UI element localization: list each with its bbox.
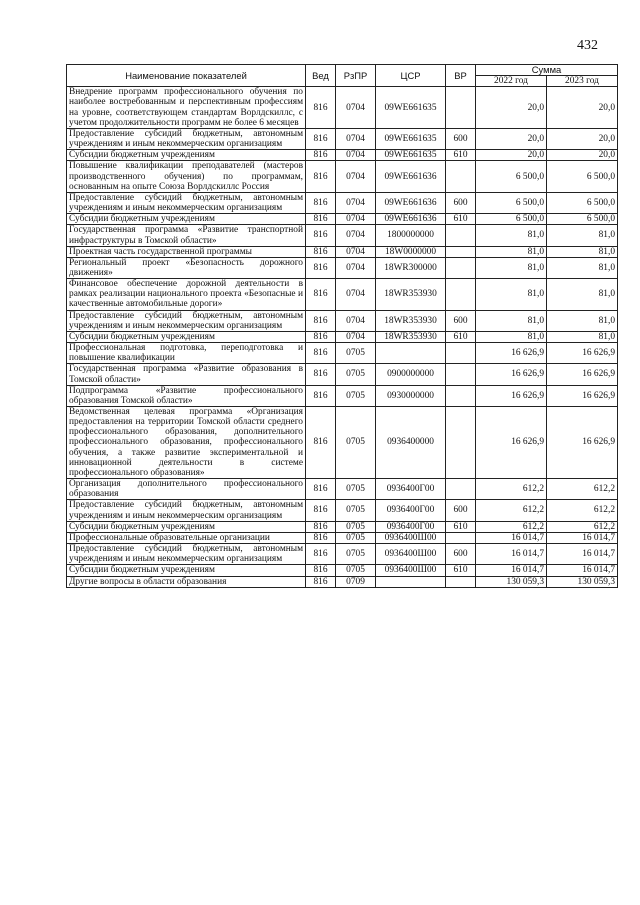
cell-rzpr: 0704 <box>336 150 376 161</box>
cell-csr: 0936400Г00 <box>376 521 446 532</box>
table-row <box>67 343 618 364</box>
table-row <box>67 246 618 257</box>
cell-rzpr: 0709 <box>336 576 376 587</box>
header-2023: 2023 год <box>547 76 618 87</box>
cell-2023: 612,2 <box>547 479 618 500</box>
cell-2023: 20,0 <box>547 128 618 149</box>
cell-rzpr: 0705 <box>336 385 376 406</box>
cell-rzpr: 0704 <box>336 161 376 192</box>
cell-csr: 0936400Г00 <box>376 479 446 500</box>
cell-vr: 600 <box>446 544 476 565</box>
cell-vr <box>446 246 476 257</box>
cell-csr: 0936400Г00 <box>376 500 446 521</box>
table-row <box>67 279 618 310</box>
cell-2022: 81,0 <box>476 225 547 246</box>
cell-2023: 16 014,7 <box>547 565 618 576</box>
cell-name: Субсидии бюджетным учреждениям <box>67 150 306 161</box>
cell-2022: 612,2 <box>476 500 547 521</box>
cell-csr: 09WE661636 <box>376 192 446 213</box>
cell-rzpr: 0705 <box>336 544 376 565</box>
cell-vr <box>446 576 476 587</box>
cell-rzpr: 0705 <box>336 343 376 364</box>
cell-rzpr: 0705 <box>336 500 376 521</box>
cell-csr: 18WR353930 <box>376 331 446 342</box>
cell-vr <box>446 407 476 479</box>
cell-rzpr: 0705 <box>336 532 376 543</box>
cell-rzpr: 0704 <box>336 87 376 129</box>
cell-vr <box>446 364 476 385</box>
cell-csr: 0930000000 <box>376 385 446 406</box>
table-row <box>67 500 618 521</box>
cell-ved: 816 <box>306 331 336 342</box>
cell-2023: 16 626,9 <box>547 385 618 406</box>
cell-rzpr: 0705 <box>336 364 376 385</box>
cell-csr: 09WE661636 <box>376 161 446 192</box>
cell-ved: 816 <box>306 87 336 129</box>
table-row <box>67 192 618 213</box>
cell-2023: 81,0 <box>547 331 618 342</box>
cell-vr <box>446 279 476 310</box>
cell-name: Субсидии бюджетным учреждениям <box>67 331 306 342</box>
cell-ved: 816 <box>306 500 336 521</box>
cell-csr <box>376 343 446 364</box>
cell-csr: 0936400000 <box>376 407 446 479</box>
cell-2023: 81,0 <box>547 257 618 278</box>
table-row <box>67 150 618 161</box>
cell-ved: 816 <box>306 364 336 385</box>
cell-vr <box>446 343 476 364</box>
cell-ved: 816 <box>306 565 336 576</box>
cell-csr: 09WE661635 <box>376 128 446 149</box>
cell-2023: 6 500,0 <box>547 214 618 225</box>
cell-csr: 09WE661636 <box>376 214 446 225</box>
cell-rzpr: 0705 <box>336 479 376 500</box>
cell-ved: 816 <box>306 310 336 331</box>
cell-vr: 600 <box>446 310 476 331</box>
cell-2022: 16 626,9 <box>476 364 547 385</box>
table-row <box>67 214 618 225</box>
cell-csr: 09WE661635 <box>376 150 446 161</box>
table-row <box>67 161 618 192</box>
cell-2023: 20,0 <box>547 150 618 161</box>
cell-2023: 16 626,9 <box>547 407 618 479</box>
header-2022: 2022 год <box>476 76 547 87</box>
cell-rzpr: 0705 <box>336 521 376 532</box>
cell-name: Предоставление субсидий бюджетным, автономным учреждениям и иным некоммерческим организациям <box>67 128 306 149</box>
cell-2022: 16 014,7 <box>476 565 547 576</box>
cell-2022: 16 014,7 <box>476 544 547 565</box>
cell-vr <box>446 479 476 500</box>
cell-rzpr: 0704 <box>336 246 376 257</box>
table-row <box>67 364 618 385</box>
cell-2022: 6 500,0 <box>476 192 547 213</box>
cell-ved: 816 <box>306 279 336 310</box>
cell-rzpr: 0704 <box>336 257 376 278</box>
cell-vr: 610 <box>446 565 476 576</box>
cell-name: Предоставление субсидий бюджетным, автономным учреждениям и иным некоммерческим организациям <box>67 544 306 565</box>
header-sum: Сумма <box>476 65 618 76</box>
cell-name: Региональный проект «Безопасность дорожного движения» <box>67 257 306 278</box>
cell-2023: 20,0 <box>547 87 618 129</box>
cell-2022: 16 626,9 <box>476 343 547 364</box>
cell-csr: 18WR300000 <box>376 257 446 278</box>
cell-2022: 81,0 <box>476 279 547 310</box>
cell-2023: 16 014,7 <box>547 532 618 543</box>
cell-rzpr: 0704 <box>336 225 376 246</box>
cell-rzpr: 0705 <box>336 565 376 576</box>
cell-name: Субсидии бюджетным учреждениям <box>67 521 306 532</box>
cell-rzpr: 0704 <box>336 128 376 149</box>
cell-name: Другие вопросы в области образования <box>67 576 306 587</box>
table-row <box>67 87 618 129</box>
cell-ved: 816 <box>306 257 336 278</box>
cell-name: Государственная программа «Развитие транспортной инфраструктуры в Томской области» <box>67 225 306 246</box>
cell-ved: 816 <box>306 532 336 543</box>
cell-2022: 612,2 <box>476 521 547 532</box>
cell-2022: 20,0 <box>476 87 547 129</box>
cell-2022: 130 059,3 <box>476 576 547 587</box>
cell-vr <box>446 385 476 406</box>
cell-2022: 6 500,0 <box>476 161 547 192</box>
cell-2022: 20,0 <box>476 150 547 161</box>
cell-vr: 610 <box>446 214 476 225</box>
cell-csr: 0936400Ш00 <box>376 565 446 576</box>
cell-vr: 610 <box>446 521 476 532</box>
header-ved: Вед <box>306 65 336 87</box>
table-row <box>67 565 618 576</box>
cell-2023: 16 014,7 <box>547 544 618 565</box>
cell-2023: 16 626,9 <box>547 364 618 385</box>
cell-2022: 16 626,9 <box>476 407 547 479</box>
cell-vr <box>446 225 476 246</box>
table-row <box>67 128 618 149</box>
cell-name: Профессиональная подготовка, переподготовка и повышение квалификации <box>67 343 306 364</box>
cell-vr <box>446 87 476 129</box>
cell-name: Проектная часть государственной программы <box>67 246 306 257</box>
cell-2022: 81,0 <box>476 310 547 331</box>
cell-name: Ведомственная целевая программа «Организация предоставления на территории Томской области среднего профессионального образования, дополнительного профессионального образования, профессионального обучения, а также развитие экспериментальной и инновационной деятельности в системе профессионального образования» <box>67 407 306 479</box>
budget-table <box>66 64 618 588</box>
cell-2023: 81,0 <box>547 279 618 310</box>
cell-vr: 600 <box>446 500 476 521</box>
page-number: 432 <box>577 38 598 53</box>
header-name: Наименование показателей <box>67 65 306 87</box>
cell-ved: 816 <box>306 246 336 257</box>
cell-2023: 612,2 <box>547 500 618 521</box>
cell-csr: 0900000000 <box>376 364 446 385</box>
cell-2022: 6 500,0 <box>476 214 547 225</box>
cell-ved: 816 <box>306 521 336 532</box>
cell-vr: 600 <box>446 128 476 149</box>
cell-csr: 0936400Ш00 <box>376 532 446 543</box>
cell-csr: 18WR353930 <box>376 279 446 310</box>
cell-name: Государственная программа «Развитие образования в Томской области» <box>67 364 306 385</box>
header-csr: ЦСР <box>376 65 446 87</box>
table-row <box>67 407 618 479</box>
table-row <box>67 521 618 532</box>
cell-ved: 816 <box>306 214 336 225</box>
cell-vr: 600 <box>446 192 476 213</box>
cell-csr: 18WR353930 <box>376 310 446 331</box>
cell-ved: 816 <box>306 576 336 587</box>
cell-name: Повышение квалификации преподавателей (мастеров производственного обучения) по программам, основанным на опыте Союза Ворлдскиллс Россия <box>67 161 306 192</box>
table-row <box>67 310 618 331</box>
table-row <box>67 479 618 500</box>
cell-rzpr: 0704 <box>336 331 376 342</box>
cell-vr <box>446 161 476 192</box>
cell-2023: 130 059,3 <box>547 576 618 587</box>
cell-2023: 81,0 <box>547 225 618 246</box>
cell-2022: 20,0 <box>476 128 547 149</box>
cell-vr <box>446 257 476 278</box>
cell-vr: 610 <box>446 331 476 342</box>
cell-ved: 816 <box>306 161 336 192</box>
cell-rzpr: 0704 <box>336 214 376 225</box>
cell-ved: 816 <box>306 544 336 565</box>
table-row <box>67 225 618 246</box>
cell-ved: 816 <box>306 343 336 364</box>
cell-ved: 816 <box>306 128 336 149</box>
cell-csr: 09WE661635 <box>376 87 446 129</box>
cell-2023: 81,0 <box>547 310 618 331</box>
cell-rzpr: 0704 <box>336 192 376 213</box>
cell-2023: 81,0 <box>547 246 618 257</box>
table-row <box>67 385 618 406</box>
cell-csr: 18W0000000 <box>376 246 446 257</box>
cell-name: Субсидии бюджетным учреждениям <box>67 565 306 576</box>
cell-name: Профессиональные образовательные организации <box>67 532 306 543</box>
cell-2022: 612,2 <box>476 479 547 500</box>
cell-csr: 1800000000 <box>376 225 446 246</box>
cell-ved: 816 <box>306 192 336 213</box>
table-row <box>67 576 618 587</box>
cell-2023: 6 500,0 <box>547 192 618 213</box>
cell-name: Финансовое обеспечение дорожной деятельности в рамках реализации национального проекта «Безопасные и качественные автомобильные дороги» <box>67 279 306 310</box>
header-vr: ВР <box>446 65 476 87</box>
cell-name: Предоставление субсидий бюджетным, автономным учреждениям и иным некоммерческим организациям <box>67 310 306 331</box>
cell-csr <box>376 576 446 587</box>
table-row <box>67 532 618 543</box>
cell-2022: 81,0 <box>476 331 547 342</box>
table-body <box>67 87 618 587</box>
table-row <box>67 544 618 565</box>
cell-rzpr: 0704 <box>336 310 376 331</box>
cell-rzpr: 0705 <box>336 407 376 479</box>
cell-csr: 0936400Ш00 <box>376 544 446 565</box>
table-row <box>67 331 618 342</box>
cell-2022: 81,0 <box>476 246 547 257</box>
cell-ved: 816 <box>306 479 336 500</box>
cell-vr: 610 <box>446 150 476 161</box>
cell-name: Организация дополнительного профессионального образования <box>67 479 306 500</box>
cell-ved: 816 <box>306 225 336 246</box>
cell-2023: 612,2 <box>547 521 618 532</box>
cell-2022: 16 014,7 <box>476 532 547 543</box>
cell-name: Внедрение программ профессионального обучения по наиболее востребованным и перспективным профессиям на уровне, соответствующем стандартам Ворлдскиллс, с учетом продолжительности программ не более 6 месяцев <box>67 87 306 129</box>
cell-ved: 816 <box>306 407 336 479</box>
cell-name: Предоставление субсидий бюджетным, автономным учреждениям и иным некоммерческим организациям <box>67 500 306 521</box>
cell-2023: 16 626,9 <box>547 343 618 364</box>
cell-name: Предоставление субсидий бюджетным, автономным учреждениям и иным некоммерческим организациям <box>67 192 306 213</box>
cell-vr <box>446 532 476 543</box>
cell-ved: 816 <box>306 150 336 161</box>
cell-name: Подпрограмма «Развитие профессионального образования Томской области» <box>67 385 306 406</box>
cell-2023: 6 500,0 <box>547 161 618 192</box>
cell-name: Субсидии бюджетным учреждениям <box>67 214 306 225</box>
cell-ved: 816 <box>306 385 336 406</box>
cell-2022: 16 626,9 <box>476 385 547 406</box>
cell-2022: 81,0 <box>476 257 547 278</box>
header-rzpr: РзПР <box>336 65 376 87</box>
table-row <box>67 257 618 278</box>
cell-rzpr: 0704 <box>336 279 376 310</box>
